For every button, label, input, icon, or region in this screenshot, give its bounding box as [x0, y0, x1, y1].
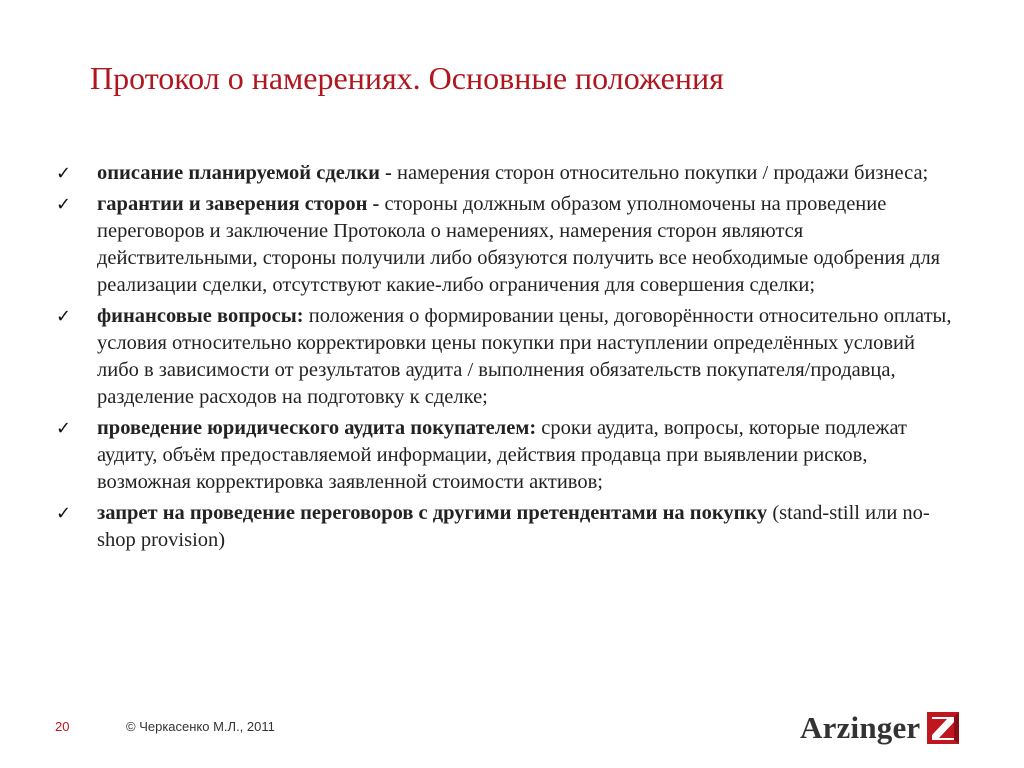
bullet-term: запрет на проведение переговоров с другими претендентами на покупку [97, 502, 768, 524]
bullet-term: гарантии и заверения сторон - [97, 193, 380, 215]
checkmark-icon: ✓ [56, 194, 72, 215]
page-number: 20 [55, 719, 70, 734]
slide-title: Протокол о намерениях. Основные положения [90, 60, 724, 96]
bullet-item-legal-audit [56, 415, 956, 496]
logo-text: Arzinger [800, 710, 921, 745]
bullet-text: намерения сторон относительно покупки / продажи бизнеса; [391, 162, 929, 184]
checkmark-icon: ✓ [56, 306, 72, 327]
checkmark-icon: ✓ [56, 163, 72, 184]
checkmark-icon: ✓ [56, 503, 72, 524]
bullet-item-financial-issues [56, 303, 956, 411]
bullet-text: стороны должным образом уполномочены на проведение переговоров и заключение Протокола о намерениях, намерения сторон являются действительными, стороны получили либо обязуются получить все необходимые одобрения для реализации сделки, отсутствуют какие-либо ограничения для совершения сделки; [97, 193, 941, 296]
bullet-term: проведение юридического аудита покупателем: [97, 417, 537, 439]
bullet-item-no-shop [56, 500, 956, 554]
arzinger-z-logo-mark-icon [926, 711, 960, 745]
bullet-term: описание планируемой сделки - [97, 162, 392, 184]
bullet-text: (stand-still или no-shop provision) [97, 502, 930, 551]
bullet-list [56, 160, 956, 558]
copyright-text: © Черкасенко М.Л., 2011 [126, 719, 275, 734]
bullet-text: положения о формировании цены, договорённости относительно оплаты, условия относительно корректировки цены покупки при наступлении определённых условий либо в зависимости от результатов аудита / выполнения обязательств покупателя/продавца, разделение расходов на подготовку к сделке; [97, 305, 952, 408]
bullet-item-deal-description [56, 160, 956, 187]
checkmark-icon: ✓ [56, 418, 72, 439]
bullet-term: финансовые вопросы: [97, 305, 304, 327]
arzinger-logo [800, 706, 960, 750]
bullet-item-warranties [56, 191, 956, 299]
bullet-text: сроки аудита, вопросы, которые подлежат аудиту, объём предоставляемой информации, действия продавца при выявлении рисков, возможная корректировка заявленной стоимости активов; [97, 417, 907, 493]
